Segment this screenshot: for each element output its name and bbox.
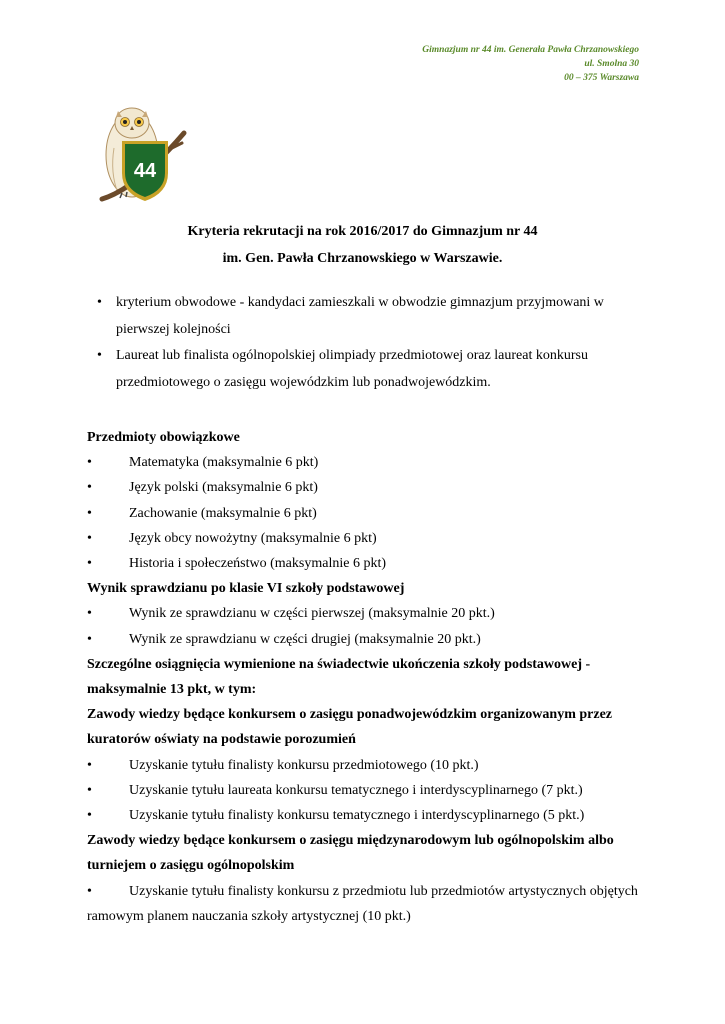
list-item: • Język obcy nowożytny (maksymalnie 6 pkt): [87, 526, 639, 551]
school-logo-owl-shield: [96, 103, 188, 215]
bullet-icon: •: [87, 556, 92, 572]
list-item: • Język polski (maksymalnie 6 pkt): [87, 475, 639, 500]
list-item: • Wynik ze sprawdzianu w części drugiej (maksymalnie 20 pkt.): [87, 627, 639, 652]
title-line-1: Kryteria rekrutacji na rok 2016/2017 do Gimnazjum nr 44: [187, 224, 538, 239]
list-item: • Uzyskanie tytułu finalisty konkursu z przedmiotu lub przedmiotów artystycznych objętych ramowym planem nauczania szkoły artystycznej (10 pkt.): [87, 879, 639, 929]
section-heading-regional: Zawody wiedzy będące konkursem o zasięgu ponadwojewódzkim organizowanym przez kuratorów oświaty na podstawie porozumień: [87, 707, 612, 748]
bullet-icon: •: [87, 480, 92, 496]
list-item: • Zachowanie (maksymalnie 6 pkt): [87, 501, 639, 526]
section-heading-national: Zawody wiedzy będące konkursem o zasięgu międzynarodowym lub ogólnopolskim albo turniejem o zasięgu ogólnopolskim: [87, 833, 614, 874]
postal-city: 00 – 375 Warszawa: [564, 73, 639, 83]
school-name: Gimnazjum nr 44 im. Generała Pawła Chrzanowskiego: [422, 45, 639, 55]
list-item: • Historia i społeczeństwo (maksymalnie 6 pkt): [87, 551, 639, 576]
bullet-icon: •: [97, 348, 102, 363]
list-item: • Wynik ze sprawdzianu w części pierwszej (maksymalnie 20 pkt.): [87, 601, 639, 626]
bullet-icon: •: [87, 455, 92, 471]
bullet-icon: •: [87, 530, 92, 546]
intro-bullet-item: • kryterium obwodowe - kandydaci zamieszkali w obwodzie gimnazjum przyjmowani w pierwszej kolejności: [87, 290, 639, 343]
title-line-2: im. Gen. Pawła Chrzanowskiego w Warszawie.: [222, 251, 503, 266]
street-address: ul. Smolna 30: [584, 59, 639, 69]
intro-bullet-item: • Laureat lub finalista ogólnopolskiej olimpiady przedmiotowej oraz laureat konkursu przedmiotowego o zasięgu wojewódzkim lub ponadwojewódzkim.: [87, 343, 639, 396]
bullet-icon: •: [87, 631, 92, 647]
document-title: [0, 218, 725, 272]
bullet-icon: •: [87, 782, 92, 798]
school-address: [422, 43, 639, 85]
bullet-icon: •: [87, 883, 92, 899]
section-heading-subjects: Przedmioty obowiązkowe: [87, 430, 240, 445]
list-item: • Matematyka (maksymalnie 6 pkt): [87, 450, 639, 475]
list-item: • Uzyskanie tytułu finalisty konkursu przedmiotowego (10 pkt.): [87, 753, 639, 778]
section-heading-achievements: Szczególne osiągnięcia wymienione na świadectwie ukończenia szkoły podstawowej - maksymalnie 13 pkt, w tym:: [87, 656, 591, 698]
bullet-icon: •: [87, 505, 92, 521]
list-item: • Uzyskanie tytułu laureata konkursu tematycznego i interdyscyplinarnego (7 pkt.): [87, 778, 639, 803]
section-heading-exam: Wynik sprawdzianu po klasie VI szkoły podstawowej: [87, 581, 405, 597]
list-item: • Uzyskanie tytułu finalisty konkursu tematycznego i interdyscyplinarnego (5 pkt.): [87, 803, 639, 828]
bullet-icon: •: [87, 757, 92, 773]
logo-number: 44: [133, 160, 157, 182]
criteria-content: [87, 290, 639, 929]
bullet-icon: •: [97, 295, 102, 310]
bullet-icon: •: [87, 808, 92, 824]
bullet-icon: •: [87, 606, 92, 622]
